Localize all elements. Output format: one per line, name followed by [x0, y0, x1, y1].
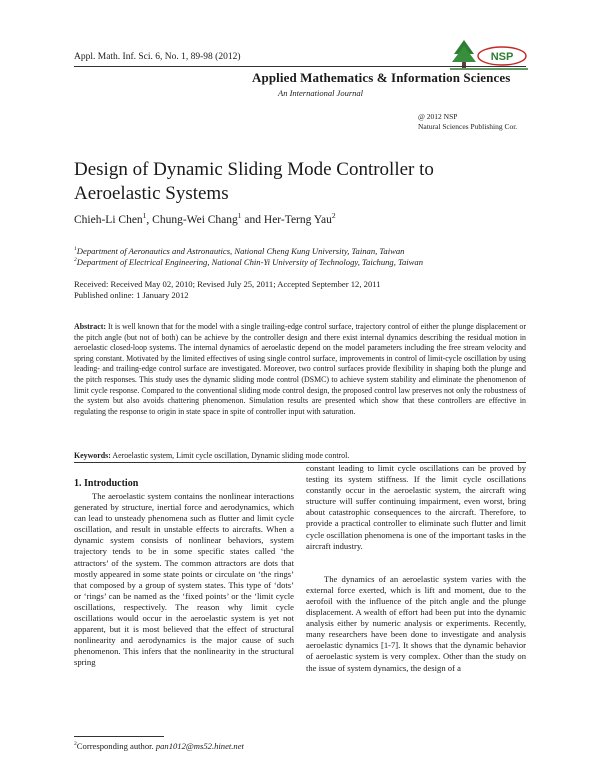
- affiliation: [74, 257, 423, 267]
- tree-icon: [452, 40, 476, 68]
- publication-dates: [74, 279, 381, 301]
- affiliation-text: Department of Electrical Engineering, National Chin-Yi University of Technology, Taichung, Taiwan: [76, 257, 424, 267]
- right-column: [306, 463, 526, 674]
- paper-title: Design of Dynamic Sliding Mode Controller to Aeroelastic Systems: [74, 159, 434, 204]
- author-name: Chieh-Li Chen: [74, 213, 143, 226]
- paragraph: The dynamics of an aeroelastic system varies with the external force exerted, which is lift and moment, due to the aerofoil with the influence of the pitch angle and the plunge displacement. A wealth of effort had been put into the dynamic analysis either by numeric analysis or experiments. Recently, many researchers have been done to investigate and analysis aeroelastic dynamics [1-7]. It shows that the dynamic behavior of aeroelastic system is very complex. Other than the study on the issue of system dynamics, the design of a: [306, 573, 526, 673]
- affiliation-mark: 2: [74, 257, 77, 264]
- footnote-mark: 2: [74, 741, 77, 748]
- author-name: Chung-Wei Chang: [152, 213, 238, 226]
- author-email[interactable]: pan1012@ms52.hinet.net: [155, 741, 244, 751]
- header-rule: [74, 66, 526, 67]
- author-separator: and: [241, 213, 264, 226]
- journal-subtitle: An International Journal: [278, 88, 363, 98]
- abstract-label: Abstract:: [74, 322, 106, 331]
- affiliation-text: Department of Aeronautics and Astronautics, National Cheng Kung University, Tainan, Taiwan: [76, 246, 405, 256]
- received-dates: Received: Received May 02, 2010; Revised July 25, 2011; Accepted September 12, 2011: [74, 279, 381, 289]
- copyright-line: @ 2012 NSP: [418, 112, 458, 121]
- keywords-text: Aeroelastic system, Limit cycle oscillation, Dynamic sliding mode control.: [110, 451, 350, 460]
- affiliation: [74, 246, 404, 256]
- footnote-label: Corresponding author.: [76, 741, 156, 751]
- footnote: [74, 741, 244, 751]
- author-affiliation-mark: 1: [237, 211, 242, 220]
- paragraph: The aeroelastic system contains the nonlinear interactions generated by structure, inertial force and aerodynamics, which can lead to unsteady phenomena such as flutter and limit cycle oscillation, and result in unstable effects to aircrafts. When a dynamic system consists of nonlinear behaviors, system trajectory tends to be in some specific states called ‘the attractors’ of the system. The common attractors are dots that mostly appeared in some state points or circulate on ‘the rings’ that composed by a group of system states. This type of ‘dots’ or ‘rings’ can be named as the ‘fixed points’ or the ‘limit cycle oscillations, respectively. The reason why limit cycle oscillations would occur in the aeroelastic system is yet not apparent, but it is most believed that the effect of structural nonlinearity and aerodynamics is the major cause of such phenomenon. This infers that the nonlinearity in the structural spring: [74, 491, 294, 668]
- journal-name: Applied Mathematics & Information Sciences: [252, 70, 511, 85]
- left-column: [74, 478, 294, 669]
- keywords-label: Keywords:: [74, 451, 111, 460]
- author-separator: ,: [146, 213, 153, 226]
- journal-reference: Appl. Math. Inf. Sci. 6, No. 1, 89-98 (2012): [74, 52, 241, 62]
- publisher-line: Natural Sciences Publishing Cor.: [418, 122, 518, 131]
- abstract: [74, 322, 526, 417]
- author-affiliation-mark: 2: [331, 211, 336, 220]
- footnote-rule: [74, 736, 164, 737]
- paragraph: constant leading to limit cycle oscillations can be proved by testing its system stiffness. If the limit cycle oscillations constantly occur in the aeroelastic system, the aircraft wing structure will suffer continuing impairment, even worst, bring about catastrophic consequences to the aircraft. Therefore, to provide a practical controller to eliminate such flutter and limit cycle oscillation phenomena is one of the important tasks in the aircraft industry.: [306, 463, 526, 551]
- abstract-text: It is well known that for the model with a single trailing-edge control surface, trajectory control of either the plunge displacement or the pitch angle (but not of both) can be achieve by the controller design and there exist internal dynamics describing the residual motion in aeroelastic closed-loop systems. The internal dynamics of aeroelastic depend on the model parameters including the free stream velocity and spring constant. Motivated by the limited effectives of using single control surface, improvements in control of limit-cycle oscillation by using leading- and trailing-edge control surface are investigated. Moreover, two control surfaces provide flexibility in shaping both the plunge and the pitch responses. This study uses the dynamic sliding mode control (DSMC) to achieve system stability and eliminate the phenomenon of limit cycle response. Compared to the conventional sliding mode control design, the proposed control law preserves not only the robustness of the system but also avoids chattering phenomenon. Simulation results are presented which show that these controllers are effective in regulating the response to origin in state space in spite of controller input with saturation.: [74, 322, 526, 416]
- logo-text: NSP: [490, 51, 514, 63]
- published-date: Published online: 1 January 2012: [74, 290, 189, 300]
- section-heading: 1. Introduction: [74, 478, 139, 489]
- affiliation-mark: 1: [74, 246, 77, 253]
- author-list: [74, 211, 336, 226]
- author-affiliation-mark: 1: [142, 211, 147, 220]
- author-name: Her-Terng Yau: [263, 213, 332, 226]
- keywords: [74, 451, 526, 460]
